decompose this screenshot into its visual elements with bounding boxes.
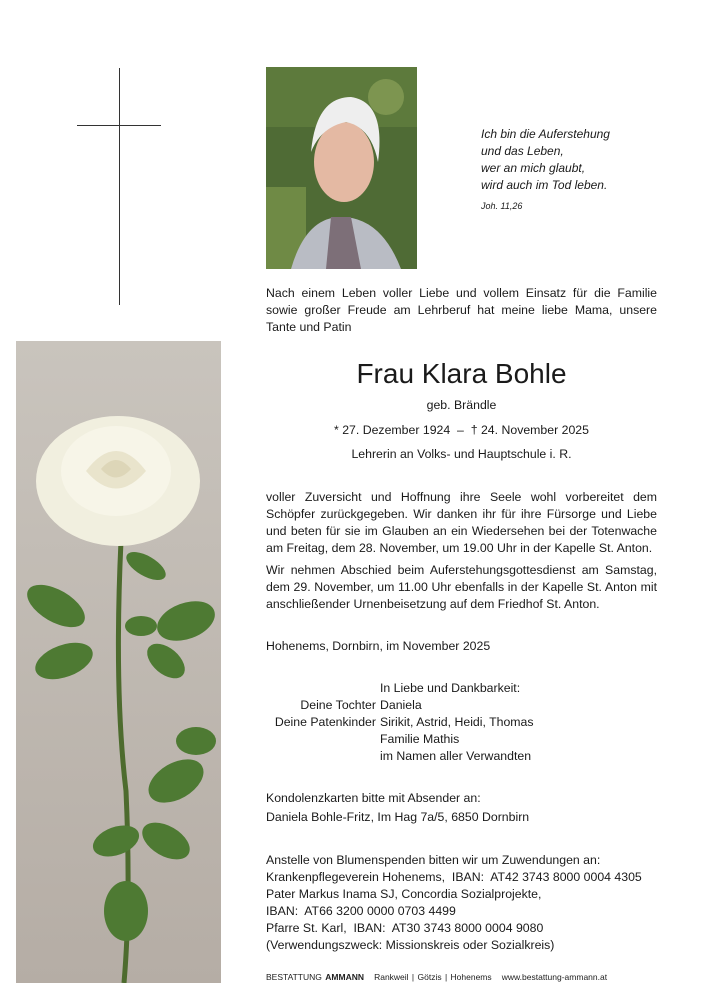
cross-icon-bar	[77, 125, 161, 126]
birth-name: geb. Brändle	[426, 398, 497, 412]
quote-line: Ich bin die Auferstehung	[481, 127, 610, 141]
footer	[266, 972, 607, 982]
place-date: Hohenems, Dornbirn, im November 2025	[266, 639, 491, 653]
cross-icon	[119, 68, 120, 305]
portrait-photo	[266, 67, 417, 269]
mourner-names: Daniela	[380, 698, 422, 712]
donation-line: (Verwendungszweck: Missionskreis oder Sozialkreis)	[266, 938, 555, 952]
condolence-heading: Kondolenzkarten bitte mit Absender an:	[266, 791, 481, 805]
mourner-names: Familie Mathis	[380, 732, 460, 746]
company-website[interactable]: www.bestattung-ammann.at	[501, 972, 608, 982]
bible-quote	[481, 126, 610, 215]
company-prefix: BESTATTUNG	[266, 972, 322, 982]
mourners-heading: In Liebe und Dankbarkeit:	[380, 681, 521, 695]
quote-line: wer an mich glaubt,	[481, 161, 586, 175]
quote-line: und das Leben,	[481, 144, 564, 158]
mourner-label: Deine Tochter	[300, 698, 376, 712]
donations	[266, 852, 657, 954]
occupation: Lehrerin an Volks- und Hauptschule i. R.	[351, 447, 572, 461]
company-name: AMMANN	[325, 972, 364, 982]
donation-line: Pfarre St. Karl, IBAN: AT30 3743 8000 0004 9080	[266, 921, 544, 935]
condolence-address: Daniela Bohle-Fritz, Im Hag 7a/5, 6850 Dornbirn	[266, 810, 530, 824]
mourner-names: Sirikit, Astrid, Heidi, Thomas	[380, 715, 534, 729]
paragraph-funeral: Wir nehmen Abschied beim Auferstehungsgottesdienst am Samstag, dem 29. November, um 11.00 Uhr ebenfalls in der Kapelle St. Anton mit anschließender Urnenbeisetzung auf dem Friedhof St. Anton.	[266, 563, 657, 611]
donation-line: IBAN: AT66 3200 0000 0703 4499	[266, 904, 456, 918]
mourner-label: Deine Patenkinder	[274, 715, 376, 729]
intro-text: Nach einem Leben voller Liebe und vollem Einsatz für die Familie sowie großer Freude am Lehrberuf hat meine liebe Mama, unsere Tante und Patin	[266, 286, 657, 334]
donation-line: Anstelle von Blumenspenden bitten wir um Zuwendungen an:	[266, 853, 601, 867]
life-dates: * 27. Dezember 1924 – † 24. November 2025	[334, 423, 589, 437]
quote-reference: Joh. 11,26	[481, 201, 523, 211]
donation-line: Krankenpflegeverein Hohenems, IBAN: AT42 3743 8000 0004 4305	[266, 870, 642, 884]
mourners-list	[266, 680, 534, 765]
company-locations: Rankweil | Götzis | Hohenems	[374, 972, 492, 982]
mourner-names: im Namen aller Verwandten	[380, 749, 532, 763]
paragraph-wake: voller Zuversicht und Hoffnung ihre Seele wohl vorbereitet dem Schöpfer zurückgegeben. Wir danken ihr für ihre Fürsorge und Liebe und beten für sie im Glauben an ein Wiedersehen bei der Totenwache am Freitag, dem 28. November, um 19.00 Uhr in der Kapelle St. Anton.	[266, 490, 657, 555]
deceased-name: Frau Klara Bohle	[356, 358, 567, 389]
donation-line: Pater Markus Inama SJ, Concordia Sozialprojekte,	[266, 887, 542, 901]
white-rose-image	[16, 341, 221, 983]
quote-line: wird auch im Tod leben.	[481, 178, 608, 192]
